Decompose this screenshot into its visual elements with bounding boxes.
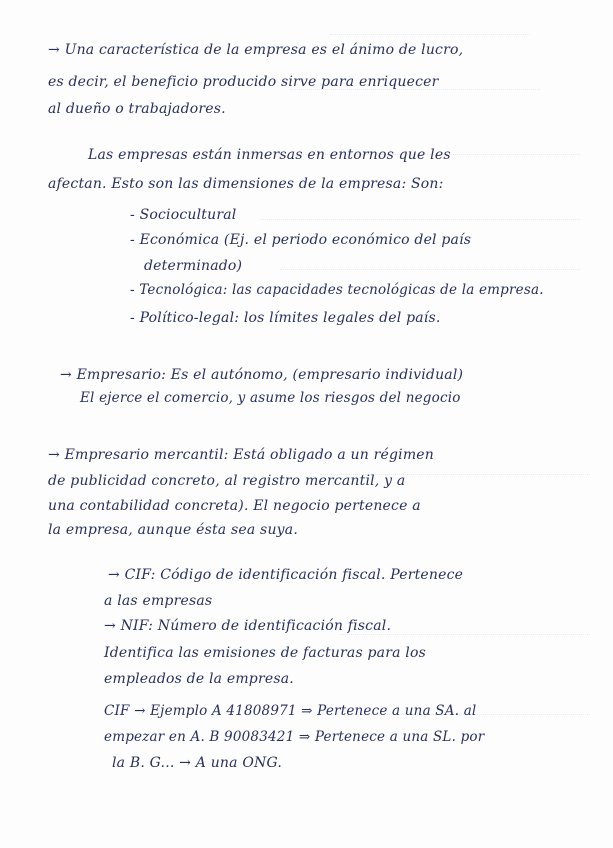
note-line: → NIF: Número de identificación fiscal. — [104, 618, 392, 634]
list-item: - Político-legal: los límites legales del país. — [130, 310, 441, 326]
note-line: Las empresas están inmersas en entornos que les — [88, 147, 451, 163]
note-line: afectan. Esto son las dimensiones de la empresa: Son: — [48, 176, 444, 192]
note-line: de publicidad concreto, al registro mercantil, y a — [48, 473, 406, 489]
note-line: empleados de la empresa. — [104, 671, 294, 687]
note-line: al dueño o trabajadores. — [48, 101, 226, 117]
note-line: → Una característica de la empresa es el ánimo de lucro, — [48, 42, 464, 58]
note-line: la empresa, aunque ésta sea suya. — [48, 522, 298, 538]
note-line: El ejerce el comercio, y asume los riesgos del negocio — [80, 390, 461, 406]
note-line: CIF → Ejemplo A 41808971 ⇒ Pertenece a una SA. al — [104, 703, 477, 719]
note-line: Identifica las emisiones de facturas para los — [104, 645, 426, 661]
note-line: es decir, el beneficio producido sirve para enriquecer — [48, 74, 439, 90]
note-line: → Empresario: Es el autónomo, (empresario individual) — [60, 367, 464, 383]
note-line: empezar en A. B 90083421 ⇒ Pertenece a una SL. por — [104, 729, 485, 745]
note-line: una contabilidad concreta). El negocio pertenece a — [48, 498, 421, 514]
note-line: a las empresas — [104, 593, 213, 609]
list-item: - Sociocultural — [130, 207, 237, 223]
list-item: - Tecnológica: las capacidades tecnológicas de la empresa. — [130, 282, 544, 298]
note-line: la B. G... → A una ONG. — [112, 755, 282, 771]
note-line: → CIF: Código de identificación fiscal. Pertenece — [108, 567, 464, 583]
list-item: determinado) — [144, 258, 243, 274]
note-line: → Empresario mercantil: Está obligado a un régimen — [48, 447, 434, 463]
list-item: - Económica (Ej. el periodo económico del país — [130, 232, 472, 248]
